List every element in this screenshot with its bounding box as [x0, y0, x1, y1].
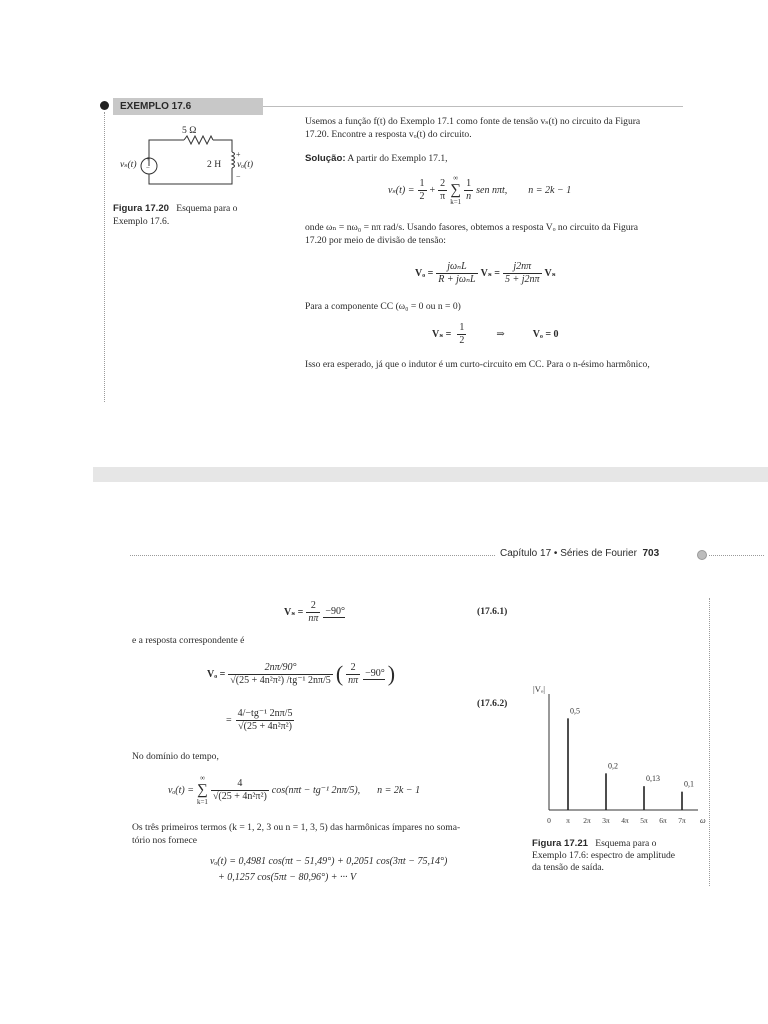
eq1-tail: sen nπt, [476, 184, 508, 196]
eq5-p-angle: −90° [365, 668, 385, 679]
banner-rule [263, 106, 683, 107]
eq2-frac-2 [503, 261, 542, 286]
top-page [0, 0, 768, 470]
eq6-sum [197, 774, 208, 807]
eq1-cond: n = 2k − 1 [528, 184, 572, 196]
eq3-num: 1 [459, 321, 465, 333]
fig21-line1: Esquema para o [595, 838, 657, 849]
eq3-rhs: Vₒ = 0 [532, 328, 559, 340]
eq5-rparen: ) [387, 661, 396, 686]
equation-17-6-2-b [226, 702, 294, 738]
eq1-frac-c [464, 178, 473, 203]
left-margin-line [104, 112, 105, 402]
eq5-p-num: 2 [346, 662, 360, 675]
equation-time-domain [168, 770, 420, 810]
eq3-frac [457, 322, 466, 347]
eq5-num: 2nπ/90° [228, 662, 333, 675]
equation-17-6-2 [207, 654, 395, 694]
eq6-cond: n = 2k − 1 [377, 784, 421, 796]
equation-three-terms-2: + 0,1257 cos(5πt − 80,96°) + ··· V [218, 872, 357, 883]
equation-17-6-1 [284, 597, 345, 627]
eq4-lhs: Vₛ = [284, 606, 304, 618]
eq5-p-den: nπ [348, 674, 359, 686]
x-tick-label: 7π [678, 816, 686, 825]
paragraph-7-line-2: tório nos fornece [132, 835, 198, 846]
amplitude-spectrum-chart [528, 682, 708, 832]
source-plus: + [146, 155, 150, 163]
eq-tag-17-6-1: (17.6.1) [477, 606, 508, 617]
eq1-c-den: n [466, 190, 472, 202]
eq6-body: cos(nπt − tg⁻¹ 2nπ/5), [271, 784, 361, 796]
bar-value-label: 0,1 [684, 779, 694, 789]
eq2-frac-1 [436, 261, 477, 286]
fig21-line3: da tensão de saída. [532, 862, 604, 873]
source-minus: − [146, 164, 150, 172]
eq5b-eq: = [226, 714, 232, 726]
fig21-label: Figura 17.21 [532, 838, 588, 849]
eq5b-frac [236, 708, 295, 733]
paragraph-2-line-2: 17.20 por meio de divisão de tensão: [305, 235, 446, 246]
fig-line1: Esquema para o [176, 203, 238, 214]
eq4-angle: −90° [325, 606, 346, 617]
solution-line [305, 152, 448, 165]
fig-label: Figura 17.20 [113, 203, 169, 214]
eq5b-num: 4/−tg⁻¹ 2nπ/5 [237, 707, 293, 719]
eq6-den: √(25 + 4n²π²) [212, 790, 267, 802]
example-label: EXEMPLO 17.6 [120, 101, 192, 112]
paragraph-2-line-1: onde ωₙ = nω₀ = nπ rad/s. Usando fasores, obtemos a resposta Vₒ no circuito da Figura [305, 222, 639, 233]
eq2-mid: Vₛ = [480, 267, 500, 279]
eq5-den-a: √(25 + 4n²π²) [230, 674, 285, 686]
bar-value-label: 0,2 [608, 761, 618, 771]
paragraph-5: e a resposta correspondente é [132, 635, 245, 646]
eq1-lhs: vₛ(t) = [388, 184, 415, 196]
output-minus: − [236, 172, 241, 181]
eq1-a-den: 2 [419, 190, 425, 202]
eq2-f1-den: R + jωₙL [438, 273, 476, 285]
eq4-num: 2 [306, 600, 320, 613]
eq2-end: Vₛ [544, 267, 556, 279]
eq6-sum-bot: k=1 [196, 797, 208, 806]
example-banner [113, 98, 263, 115]
eq-tag-17-6-2: (17.6.2) [477, 698, 508, 709]
eq5b-den: √(25 + 4n²π²) [238, 720, 292, 732]
eq3-den: 2 [459, 334, 465, 346]
paragraph-6: No domínio do tempo, [132, 751, 219, 762]
solution-label: Solução: [305, 153, 346, 164]
eq1-sum-top: ∞ [453, 173, 459, 182]
x-tick-label: 2π [583, 816, 591, 825]
eq3-arrow: ⇒ [496, 328, 505, 340]
eq2-f2-den: 5 + j2nπ [504, 273, 540, 285]
header-disc-icon [697, 550, 707, 560]
source-label: vₛ(t) [120, 159, 137, 170]
figure-17-20-caption [113, 202, 237, 228]
eq6-num: 4 [211, 778, 269, 791]
bar-value-label: 0,13 [646, 774, 660, 784]
eq1-a-num: 1 [419, 177, 425, 189]
eq6-lhs: vₒ(t) = [168, 784, 194, 796]
x-tick-label: 3π [602, 816, 610, 825]
header-text: Capítulo 17 • Séries de Fourier [500, 548, 637, 559]
right-margin-line [709, 598, 710, 886]
x-axis-label: ω [700, 816, 706, 825]
paragraph-1-line-1: Usemos a função f(t) do Exemplo 17.1 como fonte de tensão vₛ(t) no circuito da Figura [305, 116, 641, 127]
running-header [500, 548, 659, 559]
header-rule-right [709, 555, 764, 556]
x-tick-label: 6π [659, 816, 667, 825]
fig-line2: Exemplo 17.6. [113, 216, 170, 228]
eq4-den: nπ [308, 612, 319, 624]
eq6-sum-sym: ∑ [197, 781, 208, 798]
equation-three-terms-1: vₒ(t) = 0,4981 cos(πt − 51,49°) + 0,2051 cos(3πt − 75,14°) [210, 856, 448, 867]
x-tick-label: 5π [640, 816, 648, 825]
bar-value-label: 0,5 [570, 706, 580, 716]
eq5-den-b: /tg⁻¹ 2nπ/5 [286, 674, 331, 686]
resistor-label: 5 Ω [182, 125, 197, 136]
output-label: vₒ(t) [237, 159, 254, 170]
x-tick-label: 0 [547, 816, 551, 825]
page-number: 703 [642, 548, 660, 559]
x-tick-label: 4π [621, 816, 629, 825]
eq3-lhs: Vₛ = [432, 328, 452, 340]
eq1-b-den: π [440, 190, 446, 202]
eq2-f1-num: jωₙL [436, 261, 477, 274]
page-gap-band [93, 467, 768, 482]
eq2-f2-num: j2nπ [503, 261, 542, 274]
eq1-sum-bot: k=1 [450, 197, 462, 206]
eq6-frac [211, 778, 269, 803]
eq1-frac-a [418, 178, 427, 203]
eq1-frac-b [438, 178, 447, 203]
inductor-label: 2 H [207, 159, 222, 170]
eq4-frac [306, 600, 320, 625]
eq2-lhs: Vₒ = [415, 267, 434, 279]
eq5-lhs: Vₒ = [207, 668, 226, 680]
y-axis-label: |Vₒ| [533, 684, 545, 694]
eq1-plus: + [429, 184, 436, 196]
eq5-lparen: ( [335, 661, 344, 686]
fig21-line2: Exemplo 17.6: espectro de amplitude [532, 850, 676, 861]
eq6-sum-top: ∞ [199, 773, 205, 782]
paragraph-3: Para a componente CC (ω₀ = 0 ou n = 0) [305, 301, 461, 312]
eq5-frac [228, 662, 333, 687]
solution-text: A partir do Exemplo 17.1, [347, 153, 448, 164]
paragraph-1-line-2: 17.20. Encontre a resposta vₒ(t) do circuito. [305, 129, 472, 140]
inductor-symbol [232, 152, 235, 168]
eq1-b-num: 2 [438, 178, 447, 191]
equation-vs [388, 170, 571, 210]
eq5-pfrac [346, 662, 360, 687]
paragraph-7-line-1: Os três primeiros termos (k = 1, 2, 3 ou n = 1, 3, 5) das harmônicas ímpares no soma- [132, 822, 461, 833]
figure-17-21-caption [532, 838, 675, 874]
equation-vo-division [415, 256, 556, 290]
eq1-sum [450, 174, 461, 207]
output-plus: + [236, 150, 241, 159]
equation-dc [432, 318, 559, 350]
paragraph-4: Isso era esperado, já que o indutor é um curto-circuito em CC. Para o n-ésimo harmônico, [305, 359, 650, 370]
x-tick-label: π [566, 816, 570, 825]
header-rule [130, 555, 495, 556]
eq1-c-num: 1 [466, 177, 472, 189]
example-bullet-icon [100, 101, 109, 110]
eq1-sum-sym: ∑ [450, 181, 462, 198]
